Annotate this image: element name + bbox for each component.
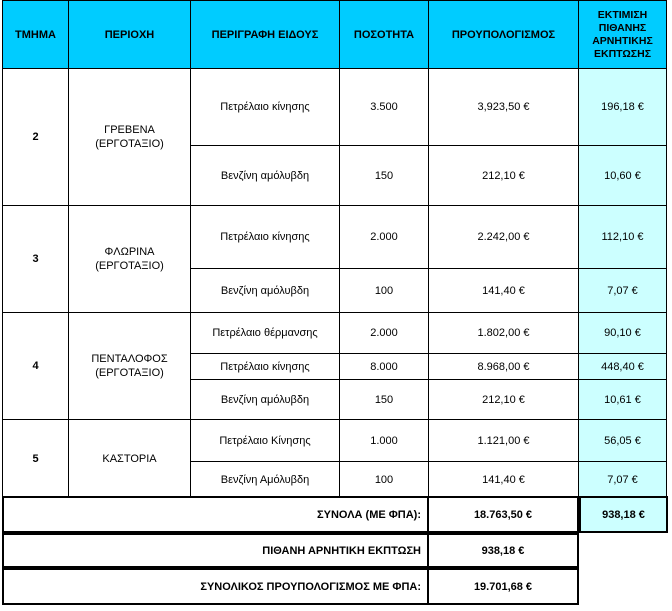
quantity-cell: 1.000 [340,420,429,462]
estimate-cell: 90,10 € [579,313,667,354]
area-name: ΚΑΣΤΟΡΙΑ [102,452,157,465]
item-cell: Πετρέλαιο θέρμανσης [191,313,340,354]
area-name: ΦΛΩΡΙΝΑ [104,246,155,258]
estimate-cell: 10,61 € [579,380,667,420]
item-cell: Βενζίνη αμόλυβδη [191,380,340,420]
item-cell: Πετρέλαιο κίνησης [191,69,340,146]
area-subtitle: (ΕΡΓΟΤΑΞΙΟ) [95,260,164,272]
budget-cell: 1.121,00 € [429,420,579,462]
quantity-cell: 3.500 [340,69,429,146]
header-ektimisi: ΕΚΤΙΜΙΣΗ ΠΙΘΑΝΗΣ ΑΡΝΗΤΙΚΗΣ ΕΚΠΤΩΣΗΣ [579,1,667,69]
area-subtitle: (ΕΡΓΟΤΑΞΙΟ) [95,367,164,379]
table-row [3,69,667,146]
table-row [3,313,667,354]
tmima-cell: 5 [3,420,69,498]
budget-cell: 141,40 € [429,462,579,498]
estimate-cell: 10,60 € [579,146,667,206]
header-row [3,1,667,69]
area-name: ΓΡΕΒΕΝΑ [104,124,155,136]
estimate-cell: 112,10 € [579,206,667,269]
quantity-cell: 2.000 [340,206,429,269]
totals-label: ΣΥΝΟΛΑ (ΜΕ ΦΠΑ): [2,496,429,533]
grand-total-label: ΣΥΝΟΛΙΚΟΣ ΠΡΟΥΠΟΛΟΓΙΣΜΟΣ ΜΕ ΦΠΑ: [2,568,429,605]
discount-label: ΠΙΘΑΝΗ ΑΡΝΗΤΙΚΗ ΕΚΠΤΩΣΗ [2,533,429,568]
item-cell: Βενζίνη αμόλυβδη [191,146,340,206]
discount-value: 938,18 € [427,533,579,568]
budget-cell: 3,923,50 € [429,69,579,146]
header-posotita: ΠΟΣΟΤΗΤΑ [340,1,429,69]
totals-estimate: 938,18 € [579,496,668,533]
item-cell: Βενζίνη Αμόλυβδη [191,462,340,498]
budget-table [2,0,667,498]
area-cell [69,420,191,498]
header-tmima: ΤΜΗΜΑ [3,1,69,69]
item-cell: Πετρέλαιο κίνησης [191,206,340,269]
grand-total-value: 19.701,68 € [427,568,579,605]
area-name: ΠΕΝΤΑΛΟΦΟΣ [91,353,168,365]
budget-cell: 2.242,00 € [429,206,579,269]
quantity-cell: 8.000 [340,354,429,380]
item-cell: Πετρέλαιο Κίνησης [191,420,340,462]
quantity-cell: 100 [340,462,429,498]
tmima-cell: 4 [3,313,69,420]
estimate-cell: 448,40 € [579,354,667,380]
tmima-cell: 3 [3,206,69,313]
table-row [3,206,667,269]
item-cell: Βενζίνη αμόλυβδη [191,269,340,313]
item-cell: Πετρέλαιο κίνησης [191,354,340,380]
quantity-cell: 150 [340,146,429,206]
budget-table-wrapper [2,0,667,498]
budget-cell: 8.968,00 € [429,354,579,380]
header-proypologismos: ΠΡΟΥΠΟΛΟΓΙΣΜΟΣ [429,1,579,69]
budget-cell: 1.802,00 € [429,313,579,354]
estimate-cell: 7,07 € [579,462,667,498]
estimate-cell: 196,18 € [579,69,667,146]
budget-cell: 141,40 € [429,269,579,313]
estimate-cell: 56,05 € [579,420,667,462]
table-row [3,420,667,462]
budget-cell: 212,10 € [429,146,579,206]
estimate-cell: 7,07 € [579,269,667,313]
quantity-cell: 150 [340,380,429,420]
area-cell [69,206,191,313]
area-cell [69,313,191,420]
tmima-cell: 2 [3,69,69,206]
quantity-cell: 2.000 [340,313,429,354]
totals-budget: 18.763,50 € [427,496,579,533]
area-cell [69,69,191,206]
header-perioxi: ΠΕΡΙΟΧΗ [69,1,191,69]
header-perigrafi: ΠΕΡΙΓΡΑΦΗ ΕΙΔΟΥΣ [191,1,340,69]
quantity-cell: 100 [340,269,429,313]
area-subtitle: (ΕΡΓΟΤΑΞΙΟ) [95,138,164,150]
budget-cell: 212,10 € [429,380,579,420]
